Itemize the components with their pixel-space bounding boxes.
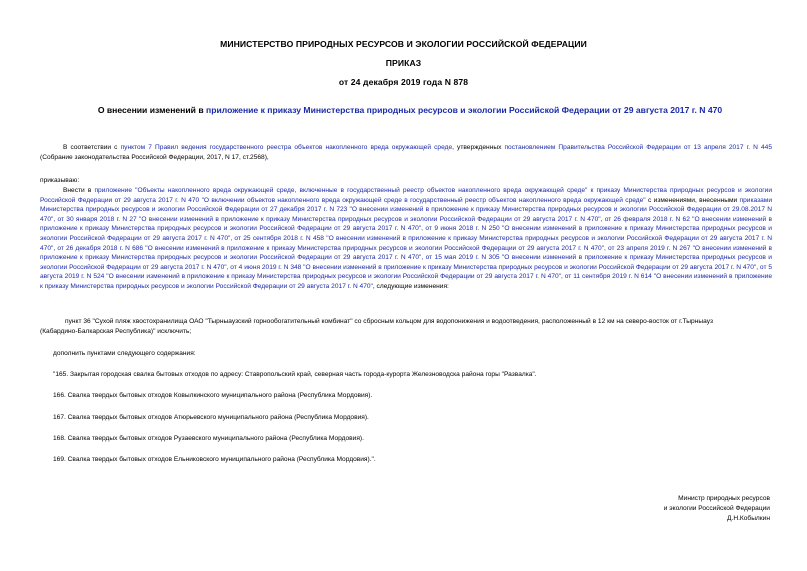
main-text-1: Внести в: [63, 187, 95, 194]
paragraph-36-line-2: (Кабардино-Балкарская Республика)" исключить;: [40, 328, 192, 335]
list-item: 167. Свалка твердых бытовых отходов Атюрьевского муниципального района (Республика Мордовия).: [53, 414, 369, 421]
preamble-paragraph: [40, 143, 772, 162]
document-type: ПРИКАЗ: [385, 58, 422, 68]
title-link[interactable]: приложение к приказу Министерства природных ресурсов и экологии Российской Федерации от 29 августа 2017 г. N 470: [206, 105, 723, 115]
main-paragraph: [40, 186, 772, 292]
appendix-link[interactable]: приложение "Объекты накопленного вреда окружающей среде, включенные в государственный реестр объектов накопленного вреда окружающей среде" к приказу Министерства природных ресурсов и экологии Российской Федерации от 29 августа 2017 г. N 470 "О включении объектов накопленного вреда окружающей среде в государственный реестр объектов накопленного вреда окружающей среде": [40, 187, 773, 204]
paragraph-36-line-1: пункт 36 "Сухой пляж хвостохранилища ОАО "Тырныаузский горнообогатительный комбинат" со сбросным кольцом для водопонижения и водоотведения, расположенный в 12 км на северо-восток от г.Тырныауз: [65, 318, 714, 325]
preamble-text-3: (Собрание законодательства Российской Федерации, 2017, N 17, ст.2568),: [40, 153, 269, 161]
ministry-heading: МИНИСТЕРСТВО ПРИРОДНЫХ РЕСУРСОВ И ЭКОЛОГИИ РОССИЙСКОЙ ФЕДЕРАЦИИ: [220, 39, 587, 49]
preamble-text-1: В соответствии с: [63, 144, 121, 151]
supplement-intro: дополнить пунктами следующего содержания:: [53, 350, 196, 357]
resolution-link[interactable]: постановлением Правительства Российской Федерации от 13 апреля 2017 г. N 445: [504, 144, 772, 151]
main-text-2: с изменениями, внесенными: [645, 196, 740, 204]
order-word: приказываю:: [40, 177, 80, 184]
list-item: 169. Свалка твердых бытовых отходов Ельниковского муниципального района (Республика Мордовия).".: [53, 456, 376, 463]
amending-orders-link[interactable]: приказами Министерства природных ресурсов и экологии Российской Федерации от 27 декабря 2017 г. N 723 "О внесении изменений в приложение к приказу Министерства природных ресурсов и экологии Российской Федерации от 29.08.2017 N 470", от 30 января 2018 г. N 27 "О внесении изменений в приложение к приказу Министерства природных ресурсов и экологии Российской Федерации от 29 августа 2017 г. N 470", от 26 февраля 2018 г. N 62 "О внесении изменений в приложение к приказу Министерства природных ресурсов и экологии Российской Федерации от 29 августа 2017 г. N 470", от 9 июня 2018 г. N 250 "О внесении изменений в приложение к приказу Министерства природных ресурсов и экологии Российской Федерации от 29 августа 2017 г. N 470", от 25 сентября 2018 г. N 458 "О внесении изменений в приложение к приказу Министерства природных ресурсов и экологии Российской Федерации от 29 августа 2017 г. N 470", от 26 декабря 2018 г. N 686 "О внесении изменений в приложение к приказу Министерства природных ресурсов и экологии Российской Федерации от 29 августа 2017 г. N 470", от 23 апреля 2019 г. N 267 "О внесении изменений в приложение к приказу Министерства природных ресурсов и экологии Российской Федерации от 29 августа 2017 г. N 470", от 15 мая 2019 г. N 305 "О внесении изменений в приложение к приказу Министерства природных ресурсов и экологии Российской Федерации от 29 августа 2017 г. N 470", от 4 июня 2019 г. N 348 "О внесении изменений в приложение к приказу Министерства природных ресурсов и экологии Российской Федерации от 29 августа 2017 г. N 470", от 5 августа 2019 г. N 524 "О внесении изменений в приложение к приказу Министерства природных ресурсов и экологии Российской Федерации от 29 августа 2017 г. N 470", от 11 сентября 2019 г. N 614 "О внесении изменений в приложение к приказу Министерства природных ресурсов и экологии Российской Федерации от 29 августа 2017 г. N 470": [40, 196, 772, 290]
signature-name: Д.Н.Кобылкин: [727, 515, 770, 522]
list-item: 166. Свалка твердых бытовых отходов Ковылкинского муниципального района (Республика Мордовия).: [53, 392, 373, 399]
document-date-number: от 24 декабря 2019 года N 878: [338, 77, 469, 87]
signature-position-2: и экологии Российской Федерации: [663, 505, 770, 512]
rules-link[interactable]: пунктом 7 Правил ведения государственного реестра объектов накопленного вреда окружающей среде: [120, 144, 453, 151]
document-title: [30, 105, 790, 115]
preamble-text-2: , утвержденных: [452, 144, 505, 151]
list-item: 168. Свалка твердых бытовых отходов Рузаевского муниципального района (Республика Мордовия).: [53, 435, 364, 442]
signature-position-1: Министр природных ресурсов: [678, 495, 770, 502]
list-item: "165. Закрытая городская свалка бытовых отходов по адресу: Ставропольский край, северная часть города-курорта Железноводска района горы "Развалка".: [53, 371, 537, 378]
main-text-3: , следующие изменения:: [372, 282, 449, 290]
title-prefix: О внесении изменений в: [97, 105, 206, 115]
